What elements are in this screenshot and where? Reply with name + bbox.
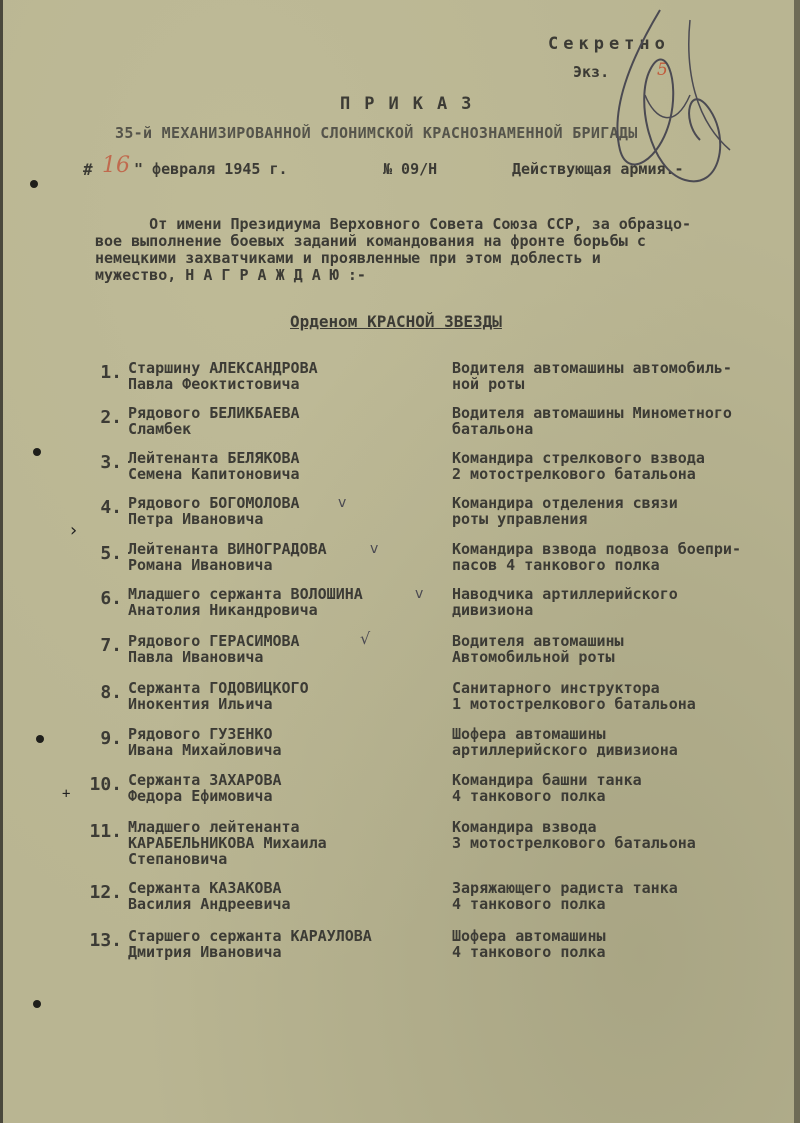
entry-duty: Шофера автомашины 4 танкового полка [452, 927, 606, 961]
entry-duty: Командира стрелкового взвода 2 мотострелкового батальона [452, 449, 705, 483]
entry-number: 12. [89, 882, 122, 903]
entry-duty: Водителя автомашины Автомобильной роты [452, 632, 624, 666]
entry-number: 7. [100, 635, 122, 656]
entry-duty: Шофера автомашины артиллерийского дивизиона [452, 725, 678, 759]
date-month-year: " февраля 1945 г. [134, 160, 288, 178]
award-heading: Орденом КРАСНОЙ ЗВЕЗДЫ [290, 312, 502, 331]
entry-number: 5. [100, 543, 122, 564]
entry-number: 2. [100, 407, 122, 428]
entry-number: 8. [100, 682, 122, 703]
entry-duty: Командира отделения связи роты управления [452, 494, 678, 528]
list-item [0, 680, 800, 720]
list-item [0, 629, 800, 673]
list-item [0, 819, 800, 875]
list-item [0, 586, 800, 626]
check-mark: v [415, 586, 424, 602]
list-item [0, 541, 800, 581]
entry-number: 13. [89, 930, 122, 951]
entry-person: Сержанта ГОДОВИЦКОГО Инокентия Ильича [128, 679, 309, 713]
entry-duty: Водителя автомашины автомобиль- ной роты [452, 359, 732, 393]
unit-name: 35-й МЕХАНИЗИРОВАННОЙ СЛОНИМСКОЙ КРАСНОЗНАМЕННОЙ БРИГАДЫ [115, 124, 638, 142]
punch-hole [33, 1000, 41, 1008]
entry-person: Рядового БОГОМОЛОВА Петра Ивановича [128, 494, 300, 528]
secret-stamp: Секретно [548, 34, 670, 54]
entry-person: Старшину АЛЕКСАНДРОВА Павла Феоктистовича [128, 359, 318, 393]
entry-person: Старшего сержанта КАРАУЛОВА Дмитрия Ивановича [128, 927, 372, 961]
entry-person: Рядового БЕЛИКБАЕВА Сламбек [128, 404, 300, 438]
list-item [0, 405, 800, 445]
date-hash: # [83, 160, 93, 179]
check-mark: v [338, 495, 347, 511]
entry-number: 11. [89, 821, 122, 842]
list-item [0, 450, 800, 490]
entry-person: Лейтенанта ВИНОГРАДОВА Романа Ивановича [128, 540, 327, 574]
entry-duty: Наводчика артиллерийского дивизиона [452, 585, 678, 619]
margin-mark-icon: + [62, 786, 71, 802]
date-day: 16 [102, 153, 130, 178]
document-title: ПРИКАЗ [340, 94, 486, 114]
list-item [0, 495, 800, 535]
list-item [0, 726, 800, 766]
entry-person: Лейтенанта БЕЛЯКОВА Семена Капитоновича [128, 449, 300, 483]
punch-hole [30, 180, 38, 188]
entry-person: Младшего сержанта ВОЛОШИНА Анатолия Никандровича [128, 585, 363, 619]
entry-number: 1. [100, 362, 122, 383]
entry-number: 3. [100, 452, 122, 473]
entry-person: Рядового ГУЗЕНКО Ивана Михайловича [128, 725, 282, 759]
entry-duty: Водителя автомашины Минометного батальона [452, 404, 732, 438]
army-label: Действующая армия.- [512, 160, 684, 178]
entry-duty: Командира взвода подвоза боепри- пасов 4 танкового полка [452, 540, 741, 574]
entry-duty: Командира взвода 3 мотострелкового батальона [452, 818, 696, 852]
check-mark: v [370, 541, 379, 557]
list-item [0, 880, 800, 920]
list-item [0, 360, 800, 400]
list-item [0, 772, 800, 812]
margin-mark-icon: › [68, 520, 79, 541]
entry-duty: Заряжающего радиста танка 4 танкового полка [452, 879, 678, 913]
entry-number: 4. [100, 497, 122, 518]
order-number: № 09/Н [383, 160, 438, 178]
pencil-scribble [590, 0, 740, 200]
check-mark: √ [360, 629, 371, 648]
entry-person: Сержанта ЗАХАРОВА Федора Ефимовича [128, 771, 282, 805]
entry-number: 10. [89, 774, 122, 795]
entry-person: Рядового ГЕРАСИМОВА Павла Ивановича [128, 632, 300, 666]
entry-duty: Санитарного инструктора 1 мотострелкового батальона [452, 679, 696, 713]
entry-person: Младшего лейтенанта КАРАБЕЛЬНИКОВА Михаила Степановича [128, 818, 327, 868]
entry-duty: Командира башни танка 4 танкового полка [452, 771, 642, 805]
entry-number: 6. [100, 588, 122, 609]
entry-number: 9. [100, 728, 122, 749]
list-item [0, 928, 800, 968]
copy-number: 5 [657, 60, 668, 80]
preamble-text: От имени Президиума Верховного Совета Союза ССР, за образцо- вое выполнение боевых заданий командования на фронте борьбы с немецкими захватчиками и проявленные при этом доблесть и мужество, Н А Г Р А Ж Д А Ю :- [95, 215, 692, 284]
entry-person: Сержанта КАЗАКОВА Василия Андреевича [128, 879, 291, 913]
copy-label: Экз. [573, 63, 610, 81]
